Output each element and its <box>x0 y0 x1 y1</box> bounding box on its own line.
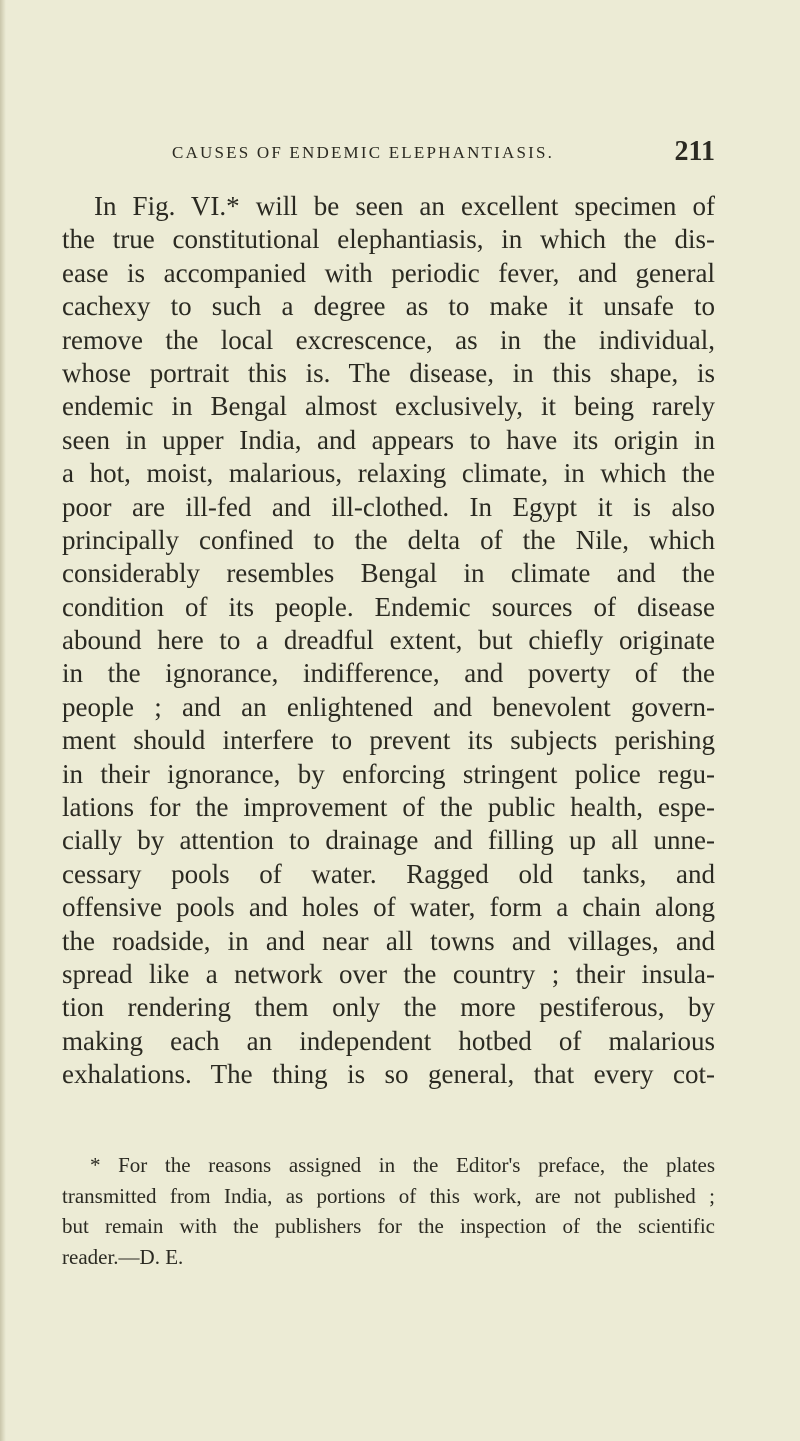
body-line: lations for the improvement of the public health, espe- <box>62 792 715 823</box>
body-line: abound here to a dreadful extent, but chiefly originate <box>62 625 715 656</box>
body-line: spread like a network over the country ; their insula- <box>62 958 715 989</box>
body-line: principally confined to the delta of the Nile, which <box>62 524 715 555</box>
body-line: condition of its people. Endemic sources of disease <box>62 591 715 622</box>
body-text <box>62 190 715 1092</box>
page-binding-edge <box>0 0 6 1441</box>
body-line: in the ignorance, indifference, and poverty of the <box>62 658 715 689</box>
footnote-line: but remain with the publishers for the inspection of the scientific <box>62 1214 715 1238</box>
footnote-line: * For the reasons assigned in the Editor's preface, the plates <box>90 1153 715 1177</box>
footnote-line: transmitted from India, as portions of this work, are not published ; <box>62 1183 715 1208</box>
body-line: cachexy to such a degree as to make it unsafe to <box>62 291 715 322</box>
body-line: making each an independent hotbed of malarious <box>62 1025 715 1056</box>
body-line: remove the local excrescence, as in the individual, <box>62 324 715 355</box>
body-line: ment should interfere to prevent its subjects perishing <box>62 725 715 756</box>
body-line: seen in upper India, and appears to have its origin in <box>62 424 715 455</box>
body-line: tion rendering them only the more pestiferous, by <box>62 992 715 1023</box>
body-line: considerably resembles Bengal in climate and the <box>62 558 715 589</box>
footnote <box>62 1150 715 1272</box>
body-line: ease is accompanied with periodic fever, and general <box>62 257 715 288</box>
body-line: offensive pools and holes of water, form a chain along <box>62 892 715 923</box>
body-line: cially by attention to drainage and filling up all unne- <box>62 825 715 856</box>
body-line: exhalations. The thing is so general, that every cot- <box>62 1059 715 1090</box>
body-line: whose portrait this is. The disease, in this shape, is <box>62 357 715 388</box>
page-number: 211 <box>674 136 715 167</box>
running-title: CAUSES OF ENDEMIC ELEPHANTIASIS. <box>172 143 555 162</box>
body-line: the true constitutional elephantiasis, in which the dis- <box>62 224 715 255</box>
body-line: poor are ill-fed and ill-clothed. In Egypt it is also <box>62 491 715 522</box>
footnote-line: reader.—D. E. <box>62 1244 184 1269</box>
page-header <box>62 136 715 168</box>
body-line: in their ignorance, by enforcing stringent police regu- <box>62 758 715 789</box>
body-line: the roadside, in and near all towns and villages, and <box>62 925 715 956</box>
body-line: cessary pools of water. Ragged old tanks, and <box>62 858 715 889</box>
body-line: people ; and an enlightened and benevolent govern- <box>62 691 715 722</box>
body-line: In Fig. VI.* will be seen an excellent specimen of <box>94 191 715 221</box>
body-line: a hot, moist, malarious, relaxing climate, in which the <box>62 458 715 489</box>
body-line: endemic in Bengal almost exclusively, it being rarely <box>62 391 715 422</box>
